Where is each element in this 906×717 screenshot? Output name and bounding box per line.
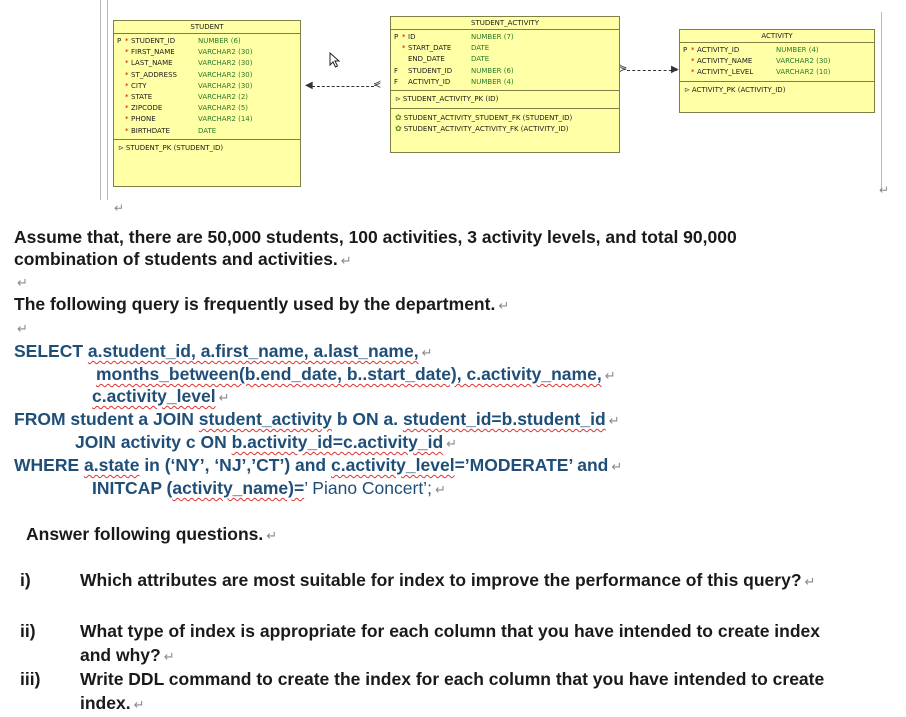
column-row[interactable] xyxy=(114,114,300,125)
column-name: CITY xyxy=(131,81,147,90)
relationship-line xyxy=(312,86,374,87)
mandatory-mark: * xyxy=(402,44,406,53)
fk-constraint: ✿ STUDENT_ACTIVITY_STUDENT_FK (STUDENT_ID) xyxy=(395,112,573,122)
pk-constraint: ⊳ STUDENT_ACTIVITY_PK (ID) xyxy=(395,94,499,103)
question-number: iii) xyxy=(20,669,41,689)
column-type: DATE xyxy=(198,126,217,135)
margin-line xyxy=(107,0,108,200)
mandatory-mark: * xyxy=(691,57,695,66)
return-mark-icon: ↵ xyxy=(218,390,230,405)
return-mark-icon: ↵ xyxy=(446,436,458,451)
column-name: END_DATE xyxy=(408,55,445,64)
column-type: VARCHAR2 (30) xyxy=(198,81,253,90)
mandatory-mark: * xyxy=(402,33,406,41)
return-mark-icon: ↵ xyxy=(114,201,125,215)
column-name: BIRTHDATE xyxy=(131,126,170,135)
mandatory-mark: * xyxy=(125,81,129,90)
sql-line-where: WHERE a.state in (‘NY’, ‘NJ’,’CT’) and c.activity_level=’MODERATE’ and ↵ xyxy=(14,455,623,475)
foreign-key-icon: ✿ xyxy=(395,123,402,133)
column-name: START_DATE xyxy=(408,44,452,53)
column-row[interactable] xyxy=(391,66,619,77)
fk-constraint: ✿ STUDENT_ACTIVITY_ACTIVITY_FK (ACTIVITY_ID) xyxy=(395,123,569,133)
return-mark-icon: ↵ xyxy=(604,368,616,383)
column-type: VARCHAR2 (30) xyxy=(198,70,253,79)
mandatory-mark: * xyxy=(125,126,129,135)
sql-line-initcap: INITCAP (activity_name)=’ Piano Concert’; ↵ xyxy=(92,478,446,498)
column-type: NUMBER (4) xyxy=(776,46,819,54)
column-name: ID xyxy=(408,33,416,41)
return-mark-icon: ↵ xyxy=(804,574,816,589)
key-flag: F xyxy=(394,77,399,86)
column-list xyxy=(391,30,619,91)
foreign-key-icon: ✿ xyxy=(395,112,402,122)
column-row[interactable] xyxy=(680,45,874,56)
primary-key-icon: ⊳ xyxy=(395,94,401,103)
pk-constraint: ⊳ STUDENT_PK (STUDENT_ID) xyxy=(118,143,224,152)
return-mark-icon: ↵ xyxy=(17,321,28,336)
answer-heading: Answer following questions. ↵ xyxy=(26,524,278,544)
question-text: Which attributes are most suitable for index to improve the performance of this query? ↵ xyxy=(80,570,816,590)
fk-list xyxy=(391,109,619,137)
sql-line-select: SELECT a.student_id, a.first_name, a.last_name, ↵ xyxy=(14,341,433,361)
column-list xyxy=(680,43,874,82)
key-list xyxy=(391,91,619,109)
column-row[interactable] xyxy=(391,43,619,54)
mandatory-mark: * xyxy=(125,37,129,45)
column-type: VARCHAR2 (30) xyxy=(198,48,253,57)
crowsfoot-icon: ⋞ xyxy=(373,79,382,90)
intro-line: The following query is frequently used by the department. ↵ xyxy=(14,294,510,314)
assumption-line-2: combination of students and activities. ↵ xyxy=(14,249,352,269)
arrow-right-icon: ▶ xyxy=(671,64,679,75)
column-name: STUDENT_ID xyxy=(408,66,453,75)
mandatory-mark: * xyxy=(691,68,695,77)
column-type: DATE xyxy=(471,44,490,53)
column-name: STATE xyxy=(131,92,153,101)
column-row[interactable] xyxy=(680,67,874,78)
return-mark-icon: ↵ xyxy=(133,697,145,712)
column-row[interactable] xyxy=(391,77,619,88)
column-name: ACTIVITY_NAME xyxy=(697,57,753,66)
column-type: NUMBER (7) xyxy=(471,33,514,41)
entity-activity[interactable] xyxy=(679,29,875,113)
column-type: NUMBER (4) xyxy=(471,77,514,86)
arrow-left-icon: ◀ xyxy=(305,80,313,91)
return-mark-icon: ↵ xyxy=(498,298,510,313)
sql-line-columns-2: c.activity_level ↵ xyxy=(92,386,230,406)
column-row[interactable] xyxy=(114,81,300,92)
question-text: What type of index is appropriate for each column that you have intended to create index and why? ↵ xyxy=(80,621,820,665)
question-number: i) xyxy=(20,570,31,590)
key-list xyxy=(680,82,874,99)
column-type: VARCHAR2 (14) xyxy=(198,115,253,124)
column-type: NUMBER (6) xyxy=(198,37,241,45)
sql-line-from: FROM student a JOIN student_activity b ON a. student_id=b.student_id ↵ xyxy=(14,409,620,429)
return-mark-icon: ↵ xyxy=(266,528,278,543)
margin-line xyxy=(100,0,101,200)
key-flag: P xyxy=(394,33,399,41)
return-mark-icon: ↵ xyxy=(163,649,175,664)
mandatory-mark: * xyxy=(125,70,129,79)
column-list xyxy=(114,34,300,140)
mandatory-mark: * xyxy=(125,59,129,68)
pk-constraint: ⊳ ACTIVITY_PK (ACTIVITY_ID) xyxy=(684,85,786,94)
key-flag: P xyxy=(683,46,688,54)
return-mark-icon: ↵ xyxy=(340,253,352,268)
column-row[interactable] xyxy=(114,103,300,114)
column-row[interactable] xyxy=(114,36,300,47)
column-name: ACTIVITY_ID xyxy=(408,77,451,86)
question-text: Write DDL command to create the index for each column that you have intended to create index. ↵ xyxy=(80,669,825,713)
blank-line xyxy=(14,270,28,294)
return-mark-icon: ↵ xyxy=(17,275,28,290)
column-row[interactable] xyxy=(114,47,300,58)
column-name: STUDENT_ID xyxy=(131,37,176,45)
column-name: ACTIVITY_ID xyxy=(697,46,740,54)
column-row[interactable] xyxy=(391,54,619,65)
column-type: VARCHAR2 (10) xyxy=(776,68,831,77)
return-mark-icon: ↵ xyxy=(879,183,890,197)
mandatory-mark: * xyxy=(125,115,129,124)
column-name: ST_ADDRESS xyxy=(131,70,177,79)
column-type: VARCHAR2 (30) xyxy=(776,57,831,66)
return-mark-icon: ↵ xyxy=(434,482,446,497)
sql-line-join: JOIN activity c ON b.activity_id=c.activity_id ↵ xyxy=(75,432,458,452)
relationship-line xyxy=(627,70,677,71)
column-type: NUMBER (6) xyxy=(471,66,514,75)
key-list xyxy=(114,140,300,157)
column-name: ACTIVITY_LEVEL xyxy=(697,68,754,77)
entity-title: STUDENT_ACTIVITY xyxy=(391,17,619,30)
key-flag: F xyxy=(394,66,399,75)
key-flag: P xyxy=(117,37,122,45)
entity-student-activity[interactable] xyxy=(390,16,620,153)
column-row[interactable] xyxy=(114,126,300,137)
column-name: ZIPCODE xyxy=(131,104,163,113)
column-type: DATE xyxy=(471,55,490,64)
column-type: VARCHAR2 (30) xyxy=(198,59,253,68)
entity-student[interactable] xyxy=(113,20,301,187)
column-row[interactable] xyxy=(114,70,300,81)
sql-line-columns: months_between(b.end_date, b..start_date), c.activity_name, ↵ xyxy=(96,364,616,384)
mandatory-mark: * xyxy=(125,48,129,57)
question-number: ii) xyxy=(20,621,36,641)
return-mark-icon: ↵ xyxy=(421,345,433,360)
primary-key-icon: ⊳ xyxy=(118,143,124,152)
entity-title: ACTIVITY xyxy=(680,30,874,43)
blank-line xyxy=(14,316,28,340)
return-mark-icon: ↵ xyxy=(608,413,620,428)
column-row[interactable] xyxy=(114,58,300,69)
column-row[interactable] xyxy=(114,92,300,103)
column-name: PHONE xyxy=(131,115,156,124)
column-type: VARCHAR2 (5) xyxy=(198,104,249,113)
mouse-cursor-icon xyxy=(329,52,341,68)
column-row[interactable] xyxy=(680,56,874,67)
column-row[interactable] xyxy=(391,32,619,43)
column-name: FIRST_NAME xyxy=(131,48,175,57)
entity-title: STUDENT xyxy=(114,21,300,34)
mandatory-mark: * xyxy=(125,104,129,113)
column-name: LAST_NAME xyxy=(131,59,173,68)
margin-line xyxy=(881,12,882,190)
mandatory-mark: * xyxy=(691,46,695,54)
column-type: VARCHAR2 (2) xyxy=(198,92,249,101)
assumption-line-1: Assume that, there are 50,000 students, 100 activities, 3 activity levels, and total 90,000 xyxy=(14,227,737,247)
primary-key-icon: ⊳ xyxy=(684,85,690,94)
crowsfoot-icon: ⋟ xyxy=(619,63,628,74)
mandatory-mark: * xyxy=(125,92,129,101)
return-mark-icon: ↵ xyxy=(611,459,623,474)
